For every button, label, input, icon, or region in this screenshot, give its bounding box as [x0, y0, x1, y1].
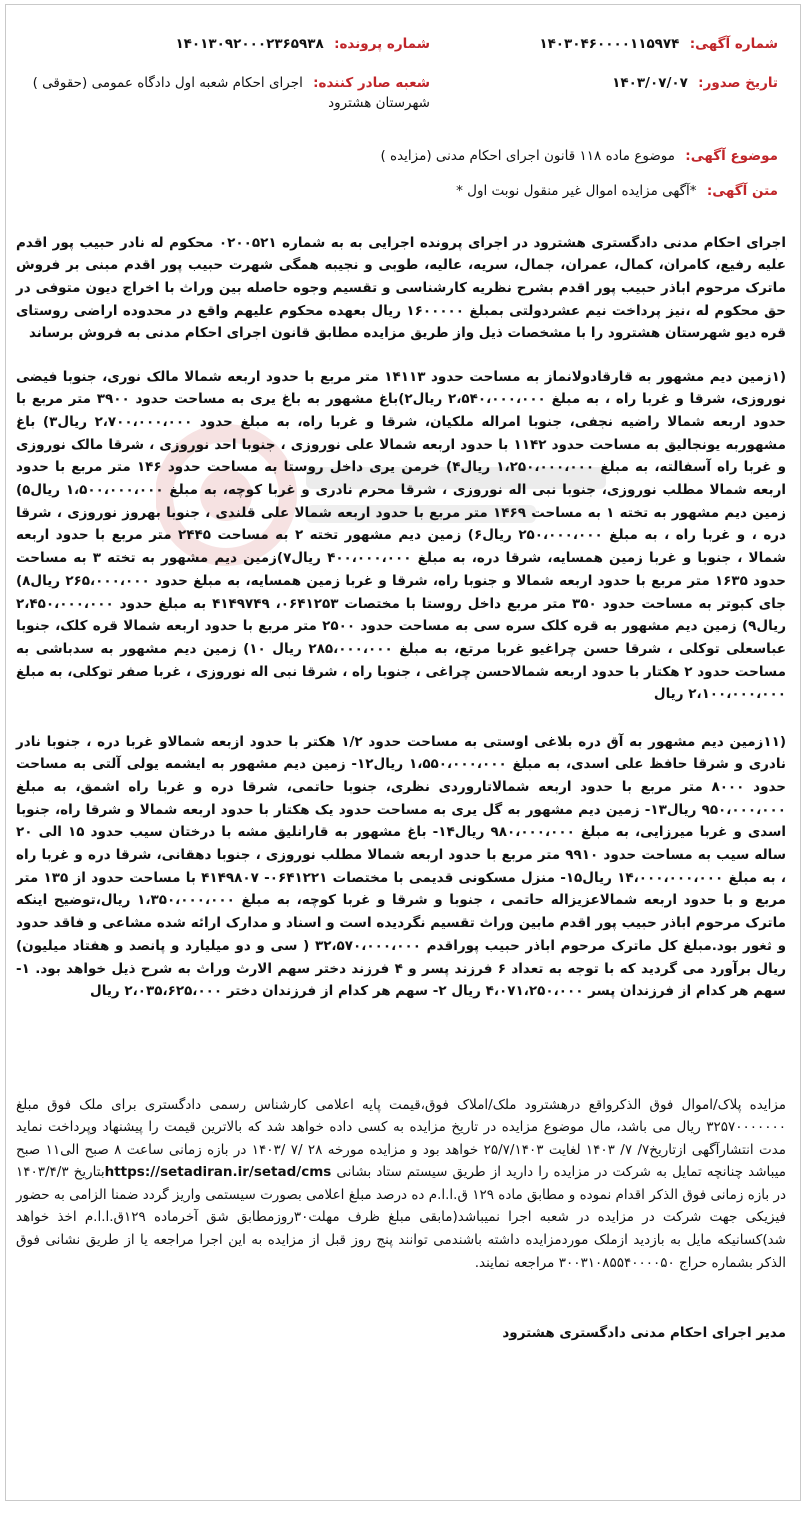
subject-label: موضوع آگهی: [685, 148, 778, 164]
auction-text-b: بتاریخ ۱۴۰۳/۴/۳ در بازه زمانی فوق الذکر اقدام نموده و مطابق ماده ۱۲۹ ق.ا.ا.م ده درصد مبلغ اعلامی بصورت سیستمی واریز گردد ضمنا الزامی به حضور فیزیکی جهت شرکت در مزایده در شعبه اجرا نمیباشد(مابقی مبلغ ظرف مهلت۳۰روزمطابق شق آخرماده ۱۲۹ق.ا.ا.م اخذ خواهد شد)کسانیکه مایل به بازدید ازملک موردمزایده داشته باشندمی توانند پنج روز قبل از مزایده به این اجرا مراجعه یا از طریق نشانی فوق الذکر بشماره حراج ۳۰۰۳۱۰۸۵۵۴۰۰۰۰۵۰ مراجعه نمایند. [16, 1164, 786, 1271]
signature-line: مدیر اجرای احکام مدنی دادگستری هشترود [502, 1325, 786, 1341]
file-number-label: شماره پرونده: [334, 36, 430, 52]
subject-row [380, 148, 778, 164]
auction-paragraph [16, 1094, 786, 1275]
setad-link[interactable]: https://setadiran.ir/setad/cms [104, 1164, 332, 1181]
file-number-value: ۱۴۰۱۳۰۹۲۰۰۰۲۳۶۵۹۳۸ [175, 36, 324, 52]
subject-value: موضوع ماده ۱۱۸ قانون اجرای احکام مدنی (مزایده ) [380, 148, 675, 164]
items-11-15-paragraph: (۱۱زمین دیم مشهور به آق دره بلاغی اوستی به مساحت حدود ۱/۲ هکتر با حدود ازبعه شمالاو غربا دره ، جنوبا نادر نادری و شرقا حافظ علی اسدی، به مبلغ ۱،۵۵۰،۰۰۰،۰۰۰ ریال۱۲- زمین دیم مشهور به ایشمه یولی آلتی به مساحت حدود ۸۰۰۰ متر مربع با حدود اربعه شمالاتاروردی نظری، جنوبا حاتمی، شرقا دره و غربا راه اشمق، به مبلغ ۹۵۰،۰۰۰،۰۰۰ ریال۱۳- زمین دیم مشهور به گل یری به مساحت حدود یک هکتار با حدود اربعه شمالا و شرقا راه، جنوبا اسدی و غربا میرزایی، به مبلغ ۹۸۰،۰۰۰،۰۰۰ ریال۱۴- باغ مشهور به قارانلیق مشه با درختان سیب حدود ۱۵ الی ۲۰ ساله سیب به مساحت حدود ۹۹۱۰ متر مربع با حدود اربعه شمالا مطلب نوروزی ، جنوبا دهقانی، شرقا دره و غربا راه ، به مبلغ ۱۴،۰۰۰،۰۰۰،۰۰۰ ریال۱۵- منزل مسکونی قدیمی با مختصات ۰۶۴۱۲۲۱- ۴۱۴۹۸۰۷ با مساحت حدود از ۱۳۵ متر مربع و با حدود اربعه شمالاعزیزاله حاتمی ، جنوبا و شرقا و غربا کوچه، به مبلغ ۱،۳۵۰،۰۰۰،۰۰۰ ریال،توضیح اینکه ماترک مرحوم اباذر حبیب پور اقدم مابین وراث تقسیم نگردیده است و اسناد و مدارک ارائه شده مشاعی و فاقد حدود و ثغور بود.مبلغ کل ماترک مرحوم اباذر حبیب پوراقدم ۳۲،۵۷۰،۰۰۰،۰۰۰ ( سی و دو میلیارد و پانصد و هفتاد میلیون) ریال برآورد می گردید که با توجه به تعداد ۶ فرزند پسر و ۴ فرزند دختر سهم الارث وراث به شرح ذیل خواهد بود. ۱- سهم هر کدام از فرزندان پسر ۴،۰۷۱،۲۵۰،۰۰۰ ریال ۲- سهم هر کدام از فرزندان دختر ۲،۰۳۵،۶۲۵،۰۰۰ ریال [16, 733, 787, 1000]
text-header-row [456, 183, 778, 199]
issuer-label: شعبه صادر کننده: [313, 75, 430, 91]
text-header-value: *آگهی مزایده اموال غیر منقول نوبت اول * [456, 183, 697, 199]
items-1-10-paragraph: (۱زمین دیم مشهور به قارقادولانماز به مساحت حدود ۱۴۱۱۳ متر مربع با حدود اربعه شمالا مالک نوری، جنوبا فیضی نوروزی، شرقا و غربا راه ، به مبلغ ۲،۵۴۰،۰۰۰،۰۰۰ ریال۲)باغ مشهور به باغ یری به مساحت حدود ۳۹۰۰ متر مربع با حدود اربعه شمالا راضیه نجفی، جنوبا امراله ملکیان، شرقا و غربا راه، به مبلغ حدود ۲،۷۰۰،۰۰۰،۰۰۰ ریال۳) باغ مشهوربه یونجالیق به مساحت حدود ۱۱۴۲ با حدود اربعه شمالا علی نوروزی ، جنوبا احد نوروزی ، شرقا مالک نوروزی و غربا راه آسفالته، به مبلغ ۱،۲۵۰،۰۰۰،۰۰۰ ریال۴) خرمن یری داخل روستا به مساحت حدود ۱۴۶ متر مربع با حدود اربعه شمالا مطلب نوروزی، جنوبا نبی اله نوروزی ، شرقا محرم نادری و غربا کوچه، به مبلغ ۱،۵۰۰،۰۰۰،۰۰۰ ریال۵) زمین دیم مشهور به تخته ۱ به مساحت ۱۴۶۹ متر مربع با حدود اربعه شمالا علی قلندی ، جنوبا بهروز نوروزی ، شرقا دره ، و غربا راه ، به مبلغ ۲۵۰،۰۰۰،۰۰۰ ریال۶) زمین دیم مشهور تخته ۲ به مساحت ۲۴۴۵ متر مربع با حدود اربعه شمالا ، جنوبا و غربا زمین همسایه، شرقا دره، به مبلغ ۴۰۰،۰۰۰،۰۰۰ ریال۷)زمین دیم مشهور به تخته ۳ به مساحت حدود ۱۶۳۵ متر مربع با حدود اربعه شمالا و جنوبا راه، شرقا و غربا زمین همسایه، به مبلغ حدود ۲۶۵،۰۰۰،۰۰۰ ریال۸) جای کبوتر به مساحت حدود ۳۵۰ متر مربع داخل روستا با مختصات ۰۶۴۱۲۵۳، ۴۱۴۹۷۴۹ به مبلغ حدود ۲،۴۵۰،۰۰۰،۰۰۰ ریال۹) زمین دیم مشهور به قره کلک سره سی به مساحت حدود ۲۵۰۰ متر مربع با حدود اربعه شمالا قره کلک، جنوبا عباسعلی توکلی ، شرقا حسن چراغیو غربا مرتع، به مبلغ ۲۸۵،۰۰۰،۰۰۰ ریال ۱۰) زمین دیم مشهور به سدباشی به مساحت حدود ۲ هکتار با حدود اربعه شمالاحسن چراغی ، جنوبا راه ، شرقا نبی اله نوروزی ، غربا صفر توکلی، به مبلغ ۲،۱۰۰،۰۰۰،۰۰۰ ریال [16, 368, 787, 703]
ad-number-label: شماره آگهی: [689, 36, 778, 52]
auction-text-a: مزایده پلاک/اموال فوق الذکرواقع درهشترود ملک/املاک فوق،قیمت پایه اعلامی کارشناس رسمی دادگستری برای ملک فوق مبلغ ۳۲۵۷۰۰۰۰۰۰۰ ریال می باشد، مال موضوع مزایده در تاریخ مزایده به کسی داده خواهد شد که بالاترین قیمت را پیشنهاد وپرداخت نماید مدت انتشارآگهی ازتاریخ۷/ ۷/ ۱۴۰۳ لغایت ۲۵/۷/۱۴۰۳ خواهد بود و مزایده مورخه ۲۸ /۷ /۱۴۰۳ در بازه زمانی ساعت ۸ صبح الی۱۱ صبح میباشد چنانچه تمایل به شرکت در مزایده را دارید از طریق سیستم ستاد بشانی [16, 1096, 787, 1181]
ad-number-value: ۱۴۰۳۰۴۶۰۰۰۰۱۱۵۹۷۴ [539, 36, 680, 52]
issue-date-label: تاریخ صدور: [698, 75, 778, 91]
file-number-row [175, 34, 430, 54]
issue-date-value: ۱۴۰۳/۰۷/۰۷ [612, 75, 688, 91]
issuer-value: اجرای احکام شعبه اول دادگاه عمومی (حقوقی ) شهرستان هشترود [32, 75, 430, 111]
intro-paragraph: اجرای احکام مدنی دادگستری هشترود در اجرای پرونده اجرایی به به شماره ۰۲۰۰۵۲۱ محکوم له نادر حبیب پور اقدم علیه رفیع، کامران، کمال، عمران، جمال، سریه، عالیه، طوبی و نجیبه همگی شهرت حبیب پور اقدم مبنی بر فروش ماترک مرحوم اباذر حبیب پور اقدم بشرح نظریه کارشناسی و تقسیم وجوه حاصله بین وراث با اخراج دیون متوفی در حق محکوم له ،نیز پرداخت نیم عشردولتی بمبلغ ۱۶۰۰۰۰۰ ریال بعهده محکوم علیهم واقع در محدوده اراضی روستای قره دیو شهرستان هشترود را با مشخصات ذیل واز طریق مزایده مطابق قانون اجرای احکام مدنی به فروش برساند [16, 234, 786, 342]
ad-number-row [539, 34, 778, 54]
text-header-label: متن آگهی: [706, 183, 778, 199]
issue-date-row [612, 73, 778, 93]
issuer-row [30, 73, 430, 113]
notice-page [5, 4, 801, 1501]
